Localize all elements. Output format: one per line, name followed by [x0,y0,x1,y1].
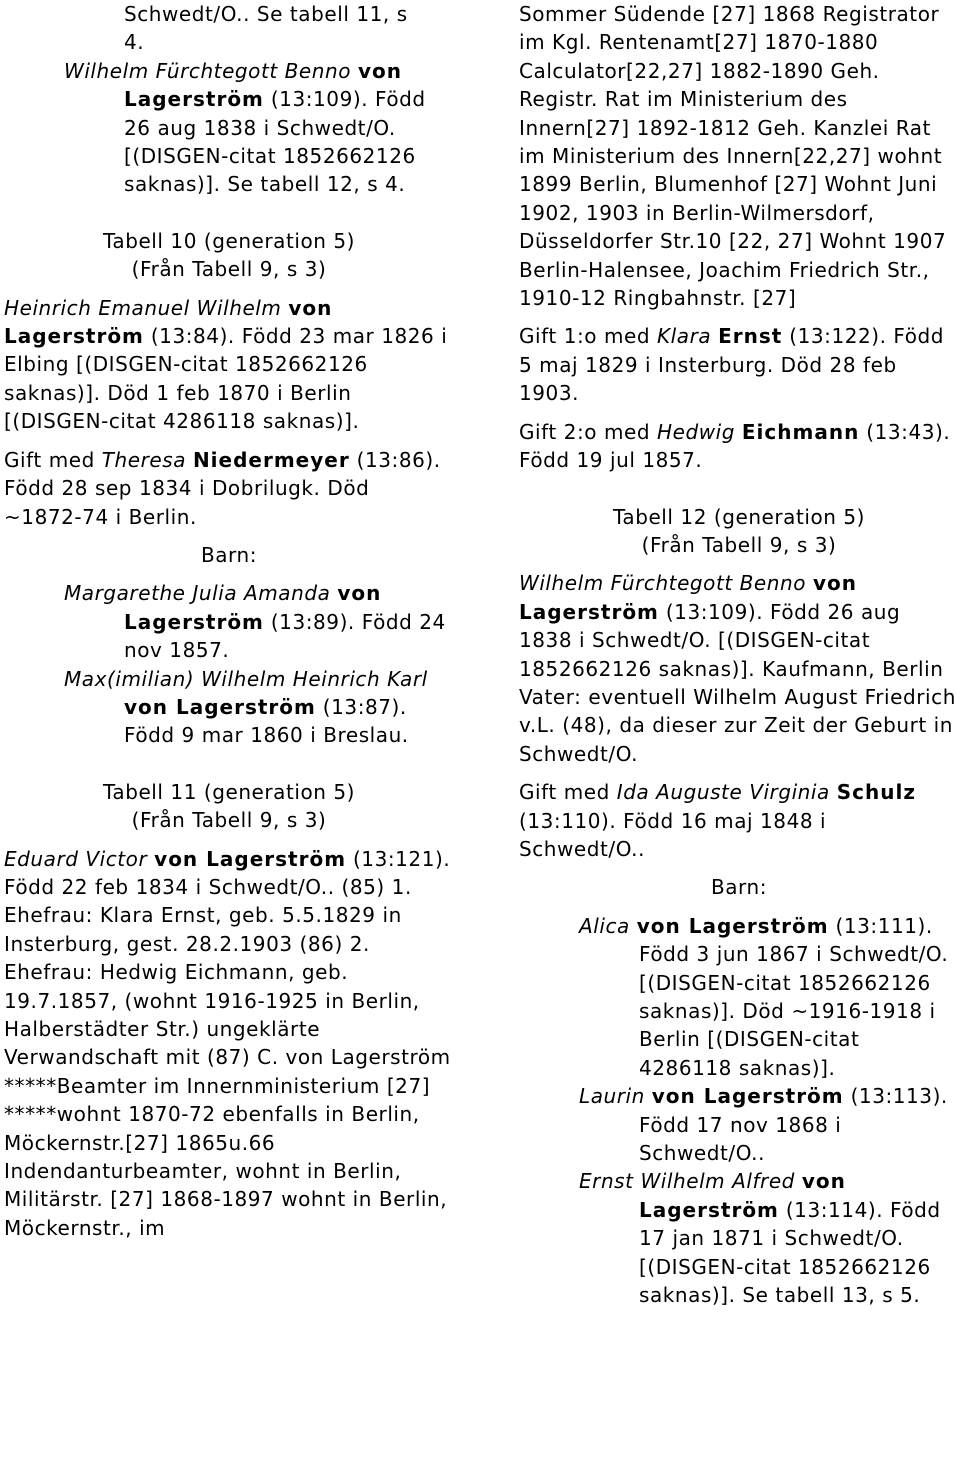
main-entry-heinrich [4,294,454,436]
person-surname: Lagerström [519,599,659,624]
person-given-name: Wilhelm Fürchtegott Benno [519,571,807,596]
spouse-details: (13:110). Född 16 maj 1848 i Schwedt/O.. [519,808,827,861]
main-entry-wilhelm [519,569,959,768]
person-details: (13:109). Född 26 aug 1838 i Schwedt/O. [(DISGEN-citat 1852662126 saknas)]. Kaufmann, Berlin Vater: eventuell Wilhelm August Friedrich v.L. (48), da dieser zur Zeit der Geburt in Schwedt/O. [519,599,956,766]
spouse-details: (13:122). Född 5 maj 1829 i Insterburg. Död 28 feb 1903. [519,324,945,406]
carry-line-2: 4. [124,30,145,55]
eduard-continuation: Sommer Südende [27] 1868 Registrator im Kgl. Rentenamt[27] 1870-1880 Calculator[22,27] 1882-1890 Geh. Registr. Rat im Ministerium des Innern[27] 1892-1812 Geh. Kanzlei Rat im Ministerium des Innern[22,27] wohnt 1899 Berlin, Blumenhof [27] Wohnt Juni 1902, 1903 in Berlin-Wilmersdorf, Düsseldorfer Str.10 [22, 27] Wohnt 1907 Berlin-Halensee, Joachim Friedrich Str., 1910-12 Ringbahnstr. [27] [519,2,947,311]
person-details: (13:84). Född 23 mar 1826 i Elbing [(DISGEN-citat 1852662126 saknas)]. Död 1 feb 1870 i Berlin [(DISGEN-citat 4286118 saknas)]. [4,324,448,434]
child-surname: von Lagerström [124,694,316,719]
spouse-surname: Eichmann [741,419,860,444]
person-surname: Lagerström [124,87,264,112]
child-given-name: Ernst Wilhelm Alfred [579,1169,795,1194]
spouse-details: (13:43). Född 19 jul 1857. [519,419,951,473]
right-column [519,0,959,1309]
child-surname: Lagerström [639,1197,779,1222]
children-label: Barn: [200,542,257,567]
child-surname: Lagerström [124,609,264,634]
children-label: Barn: [710,875,767,900]
spouse-entry-ida [519,778,959,863]
spouse-given-name: Ida Auguste Virginia [616,780,830,805]
child-given-name: Margarethe Julia Amanda [64,581,331,606]
marriage-label: Gift med [519,780,610,805]
table-source-text: (Från Tabell 9, s 3) [131,808,327,833]
person-particle: von [288,295,333,320]
marriage-label: Gift 1:o med [519,324,651,349]
person-details: (13:109). Född 26 aug 1838 i Schwedt/O. [(DISGEN-citat 1852662126 saknas)]. Se tabell 12, s 4. [124,87,426,197]
person-given-name: Heinrich Emanuel Wilhelm [4,295,282,320]
tabell-9-continuation [4,0,454,57]
spouse-entry-hedwig [519,418,959,475]
child-surname: von Lagerström [636,913,829,938]
table-heading-text: Tabell 11 (generation 5) [102,779,356,804]
table-heading-text: Tabell 10 (generation 5) [102,228,356,253]
main-entry-eduard [4,845,454,1243]
person-surname: Lagerström [4,324,144,349]
child-given-name: Laurin [579,1084,645,1109]
spouse-entry-theresa [4,446,454,531]
child-details: (13:89). Född 24 nov 1857. [124,609,446,663]
child-particle: von [337,581,382,606]
spouse-surname: Ernst [718,324,783,349]
spouse-given-name: Theresa [101,447,187,472]
person-given-name: Eduard Victor [4,846,148,871]
child-given-name: Alica [579,913,630,938]
marriage-label: Gift 2:o med [519,419,651,444]
child-entry-margarethe [4,579,454,664]
person-given-name: Wilhelm Fürchtegott Benno [64,58,352,83]
person-details: (13:121). Född 22 feb 1834 i Schwedt/O.. (85) 1. Ehefrau: Klara Ernst, geb. 5.5.1829 in Insterburg, gest. 28.2.1903 (86) 2. Ehefrau: Hedwig Eichmann, geb. 19.7.1857, (wohnt 1916-1925 in Berlin, Halberstädter Str.) ungeklärte Verwandschaft mit (87) C. von Lagerström *****Beamter im Innernministerium [27] *****wohnt 1870-72 ebenfalls in Berlin, Möckernstr.[27] 1865u.66 Indendanturbeamter, wohnt in Berlin, Militärstr. [27] 1868-1897 wohnt in Berlin, Möckernstr., im [4,846,451,1240]
child-details: (13:113). Född 17 nov 1868 i Schwedt/O.. [639,1084,948,1166]
child-entry-max [4,665,454,750]
child-given-name: Max(imilian) Wilhelm Heinrich Karl [64,666,428,691]
child-surname: von Lagerström [651,1084,844,1109]
spouse-surname: Niedermeyer [192,447,350,472]
spouse-details: (13:86). Född 28 sep 1834 i Dobrilugk. Död ~1872-74 i Berlin. [4,447,441,529]
table-12-heading [519,503,959,560]
child-details: (13:111). Född 3 jun 1867 i Schwedt/O. [(DISGEN-citat 1852662126 saknas)]. Död ~1916-1918 i Berlin [(DISGEN-citat 4286118 saknas)]. [639,913,949,1080]
child-entry-ernst [519,1167,959,1309]
spouse-given-name: Hedwig [657,419,735,444]
left-column [4,0,454,1242]
child-entry-alica [519,912,959,1082]
spouse-given-name: Klara [657,324,712,349]
child-entry-laurin [519,1082,959,1167]
carry-line-1: Schwedt/O.. Se tabell 11, s [124,2,408,26]
child-details: (13:87). Född 9 mar 1860 i Breslau. [124,694,409,748]
table-10-heading [4,227,454,284]
person-particle: von [812,571,857,596]
spouse-surname: Schulz [836,780,916,805]
spouse-entry-klara [519,322,959,407]
marriage-label: Gift med [4,447,95,472]
table-source-text: (Från Tabell 9, s 3) [131,257,327,282]
table-heading-text: Tabell 12 (generation 5) [612,504,866,529]
child-particle: von [801,1169,846,1194]
table-source-text: (Från Tabell 9, s 3) [641,532,837,557]
table-11-heading [4,778,454,835]
child-details: (13:114). Född 17 jan 1871 i Schwedt/O. [(DISGEN-citat 1852662126 saknas)]. Se tabell 13, s 5. [639,1197,941,1308]
person-surname: von Lagerström [154,846,347,871]
person-particle: von [357,58,402,83]
child-entry-wilhelm [4,57,454,199]
